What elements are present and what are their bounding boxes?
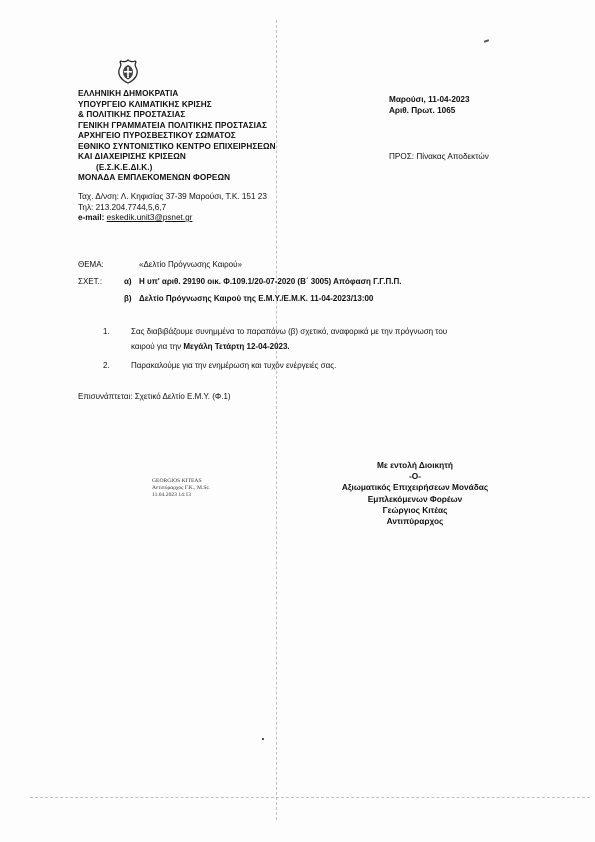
reference-marker-a: α) <box>124 277 132 286</box>
signature-block <box>322 460 508 527</box>
email-link[interactable]: eskedik.unit3@psnet.gr <box>106 213 193 222</box>
paragraph-1-emphasis: Μεγάλη Τετάρτη 12-04-2023. <box>183 342 290 351</box>
signature-line: Γεώργιος Κιτέας <box>382 504 448 515</box>
email-label: e-mail: <box>78 213 107 222</box>
letterhead-line: ΕΘΝΙΚΟ ΣΥΝΤΟΝΙΣΤΙΚΟ ΚΕΝΤΡΟ ΕΠΙΧΕΙΡΗΣΕΩΝ <box>78 141 276 151</box>
address-text: Ταχ. Δ/νση: Λ. Κηφισίας 37-39 Μαρούσι, Τ.Κ. 151 23 <box>78 192 267 201</box>
letterhead-line: ΓΕΝΙΚΗ ΓΡΑΜΜΑΤΕΙΑ ΠΟΛΙΤΙΚΗΣ ΠΡΟΣΤΑΣΙΑΣ <box>78 120 268 130</box>
date-protocol-block <box>389 94 470 116</box>
paragraph-number: 2. <box>103 361 110 370</box>
letterhead-line: ΚΑΙ ΔΙΑΧΕΙΡΙΣΗΣ ΚΡΙΣΕΩΝ <box>78 152 186 161</box>
signature-line: Αξιωματικός Επιχειρήσεων Μονάδας <box>341 482 489 493</box>
place-date: Μαρούσι, 11-04-2023 <box>389 95 470 104</box>
scan-speck <box>262 738 264 740</box>
digital-signature-title: Αντιπύραρχος Γ.Κ., M.Sc. <box>152 485 211 492</box>
paragraph-1-line-2 <box>131 341 290 352</box>
letterhead-line: ΑΡΧΗΓΕΙΟ ΠΥΡΟΣΒΕΣΤΙΚΟΥ ΣΩΜΑΤΟΣ <box>78 131 236 140</box>
letterhead-line: ΥΠΟΥΡΓΕΙΟ ΚΛΙΜΑΤΙΚΗΣ ΚΡΙΣΗΣ <box>78 99 212 109</box>
digital-signature-name: GEORGIOS KITEAS <box>152 478 202 484</box>
signature-line: Εμπλεκόμενων Φορέων <box>367 493 463 504</box>
coat-of-arms-emblem <box>115 58 141 85</box>
paragraph-1-text: καιρού για την <box>131 342 184 351</box>
signature-line: Αντιπύραρχος <box>386 516 444 527</box>
letterhead-line: (Ε.Σ.Κ.Ε.ΔΙ.Κ.) <box>96 162 153 172</box>
reference-item-b: Δελτίο Πρόγνωσης Καιρού της Ε.Μ.Υ./Ε.Μ.Κ. 11-04-2023/13:00 <box>139 294 374 303</box>
fold-line-horizontal <box>30 797 590 798</box>
reference-item-a: Η υπ' αριθ. 29190 οικ. Φ.109.1/20-07-2020 (Β΄ 3005) Απόφαση Γ.Γ.Π.Π. <box>139 277 402 286</box>
subject-label: ΘΕΜΑ: <box>78 260 104 269</box>
letterhead-line: ΕΛΛΗΝΙΚΗ ΔΗΜΟΚΡΑΤΙΑ <box>78 89 179 98</box>
paragraph-2-line-1: Παρακαλούμε για την ενημέρωση και τυχόν ενέργειές σας. <box>131 361 337 370</box>
recipients-line: ΠΡΟΣ: Πίνακας Αποδεκτών <box>389 152 489 161</box>
reference-marker-b: β) <box>124 294 132 303</box>
contact-block <box>78 192 267 224</box>
attachment-note: Επισυνάπτεται: Σχετικό Δελτίο Ε.Μ.Υ. (Φ.1) <box>78 392 231 401</box>
scan-speck <box>484 39 489 43</box>
signature-line: -Ο- <box>409 471 421 482</box>
fold-line-vertical <box>276 20 277 820</box>
digital-signature-stamp <box>152 478 210 500</box>
email-line <box>78 213 267 224</box>
reference-label: ΣΧΕΤ.: <box>78 277 103 286</box>
phone-text: Τηλ: 213.204.7744,5,6,7 <box>78 202 167 212</box>
signature-line: Με εντολή Διοικητή <box>376 460 454 470</box>
letterhead-line: ΜΟΝΑΔΑ ΕΜΠΛΕΚΟΜΕΝΩΝ ΦΟΡΕΩΝ <box>78 173 231 182</box>
letterhead <box>78 89 276 184</box>
protocol-number: Αριθ. Πρωτ. 1065 <box>389 106 456 115</box>
paragraph-1-line-1: Σας διαβιβάζουμε συνημμένα το παραπάνω (β) σχετικό, αναφορικά με την πρόγνωση του <box>131 327 448 336</box>
subject-text: «Δελτίο Πρόγνωσης Καιρού» <box>139 260 242 269</box>
paragraph-number: 1. <box>103 327 110 336</box>
letterhead-line: & ΠΟΛΙΤΙΚΗΣ ΠΡΟΣΤΑΣΙΑΣ <box>78 110 186 119</box>
digital-signature-timestamp: 11.04.2023 14:13 <box>152 492 192 499</box>
